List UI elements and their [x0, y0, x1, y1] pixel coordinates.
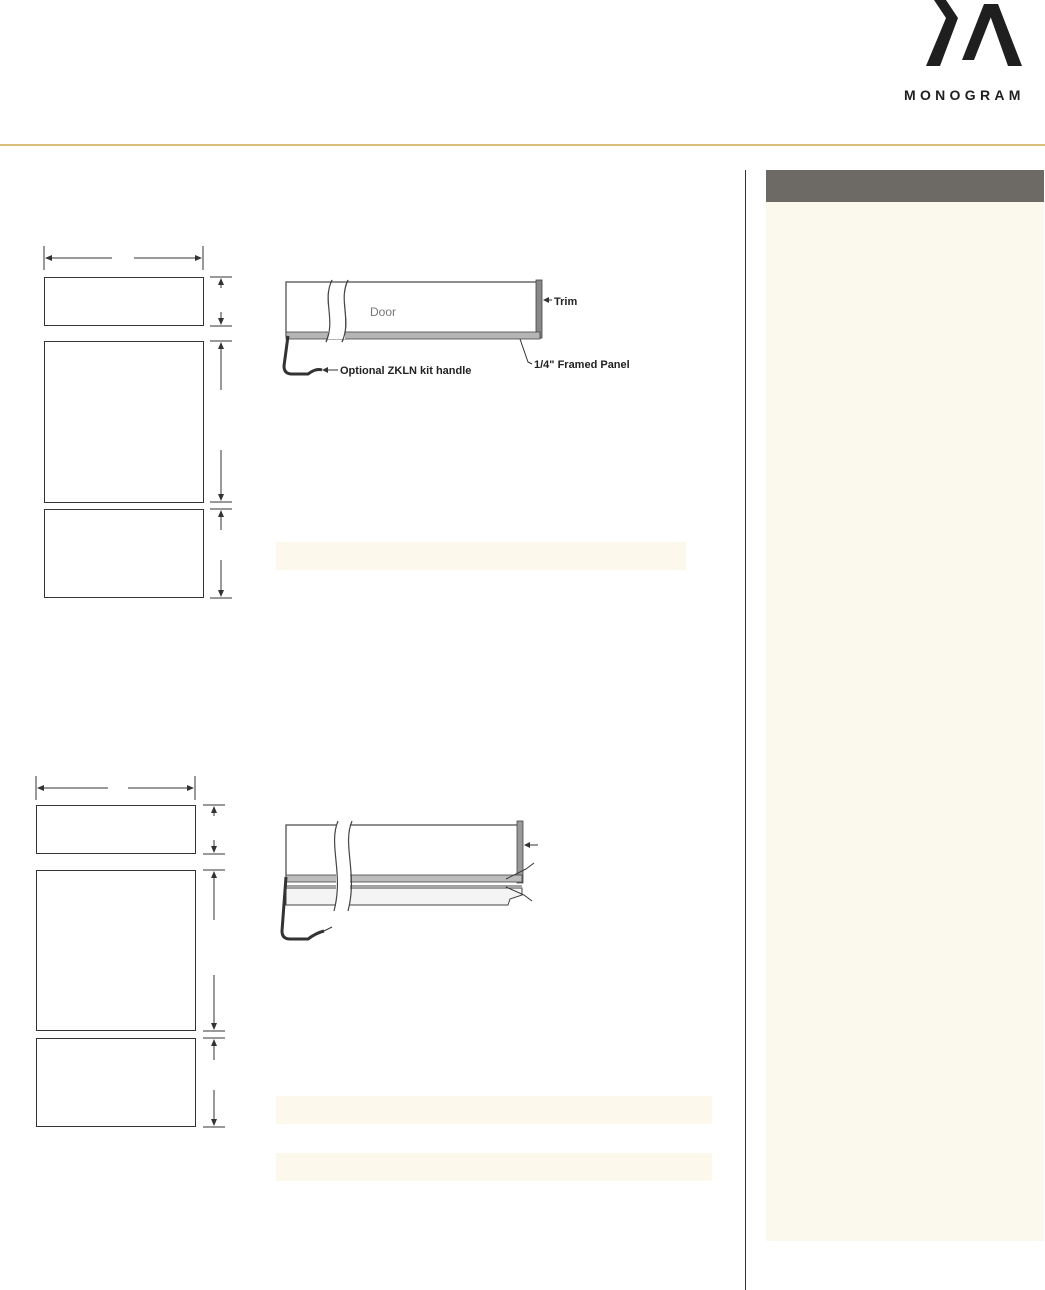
door-section-diagram-top: [270, 270, 690, 390]
dimension-drawing-bottom: [0, 770, 250, 1140]
note-bar-top: [276, 542, 686, 570]
door-label: Door: [370, 305, 397, 319]
sidebar-panel: [766, 170, 1044, 1241]
note-bar-bottom-2: [276, 1153, 712, 1181]
trim-label: Trim: [554, 296, 578, 308]
door-section-diagram-bottom: [270, 815, 550, 950]
dimension-drawing-top: [0, 240, 250, 610]
panel-label: 1/4" Framed Panel: [534, 359, 630, 371]
column-divider: [745, 170, 746, 1290]
note-bar-bottom-1: [276, 1096, 712, 1124]
header-divider: [0, 144, 1045, 146]
monogram-logo-icon: [924, 0, 1024, 70]
sidebar-header: [766, 170, 1044, 202]
brand-wordmark: MONOGRAM: [904, 87, 1025, 103]
handle-label: Optional ZKLN kit handle: [340, 365, 472, 377]
